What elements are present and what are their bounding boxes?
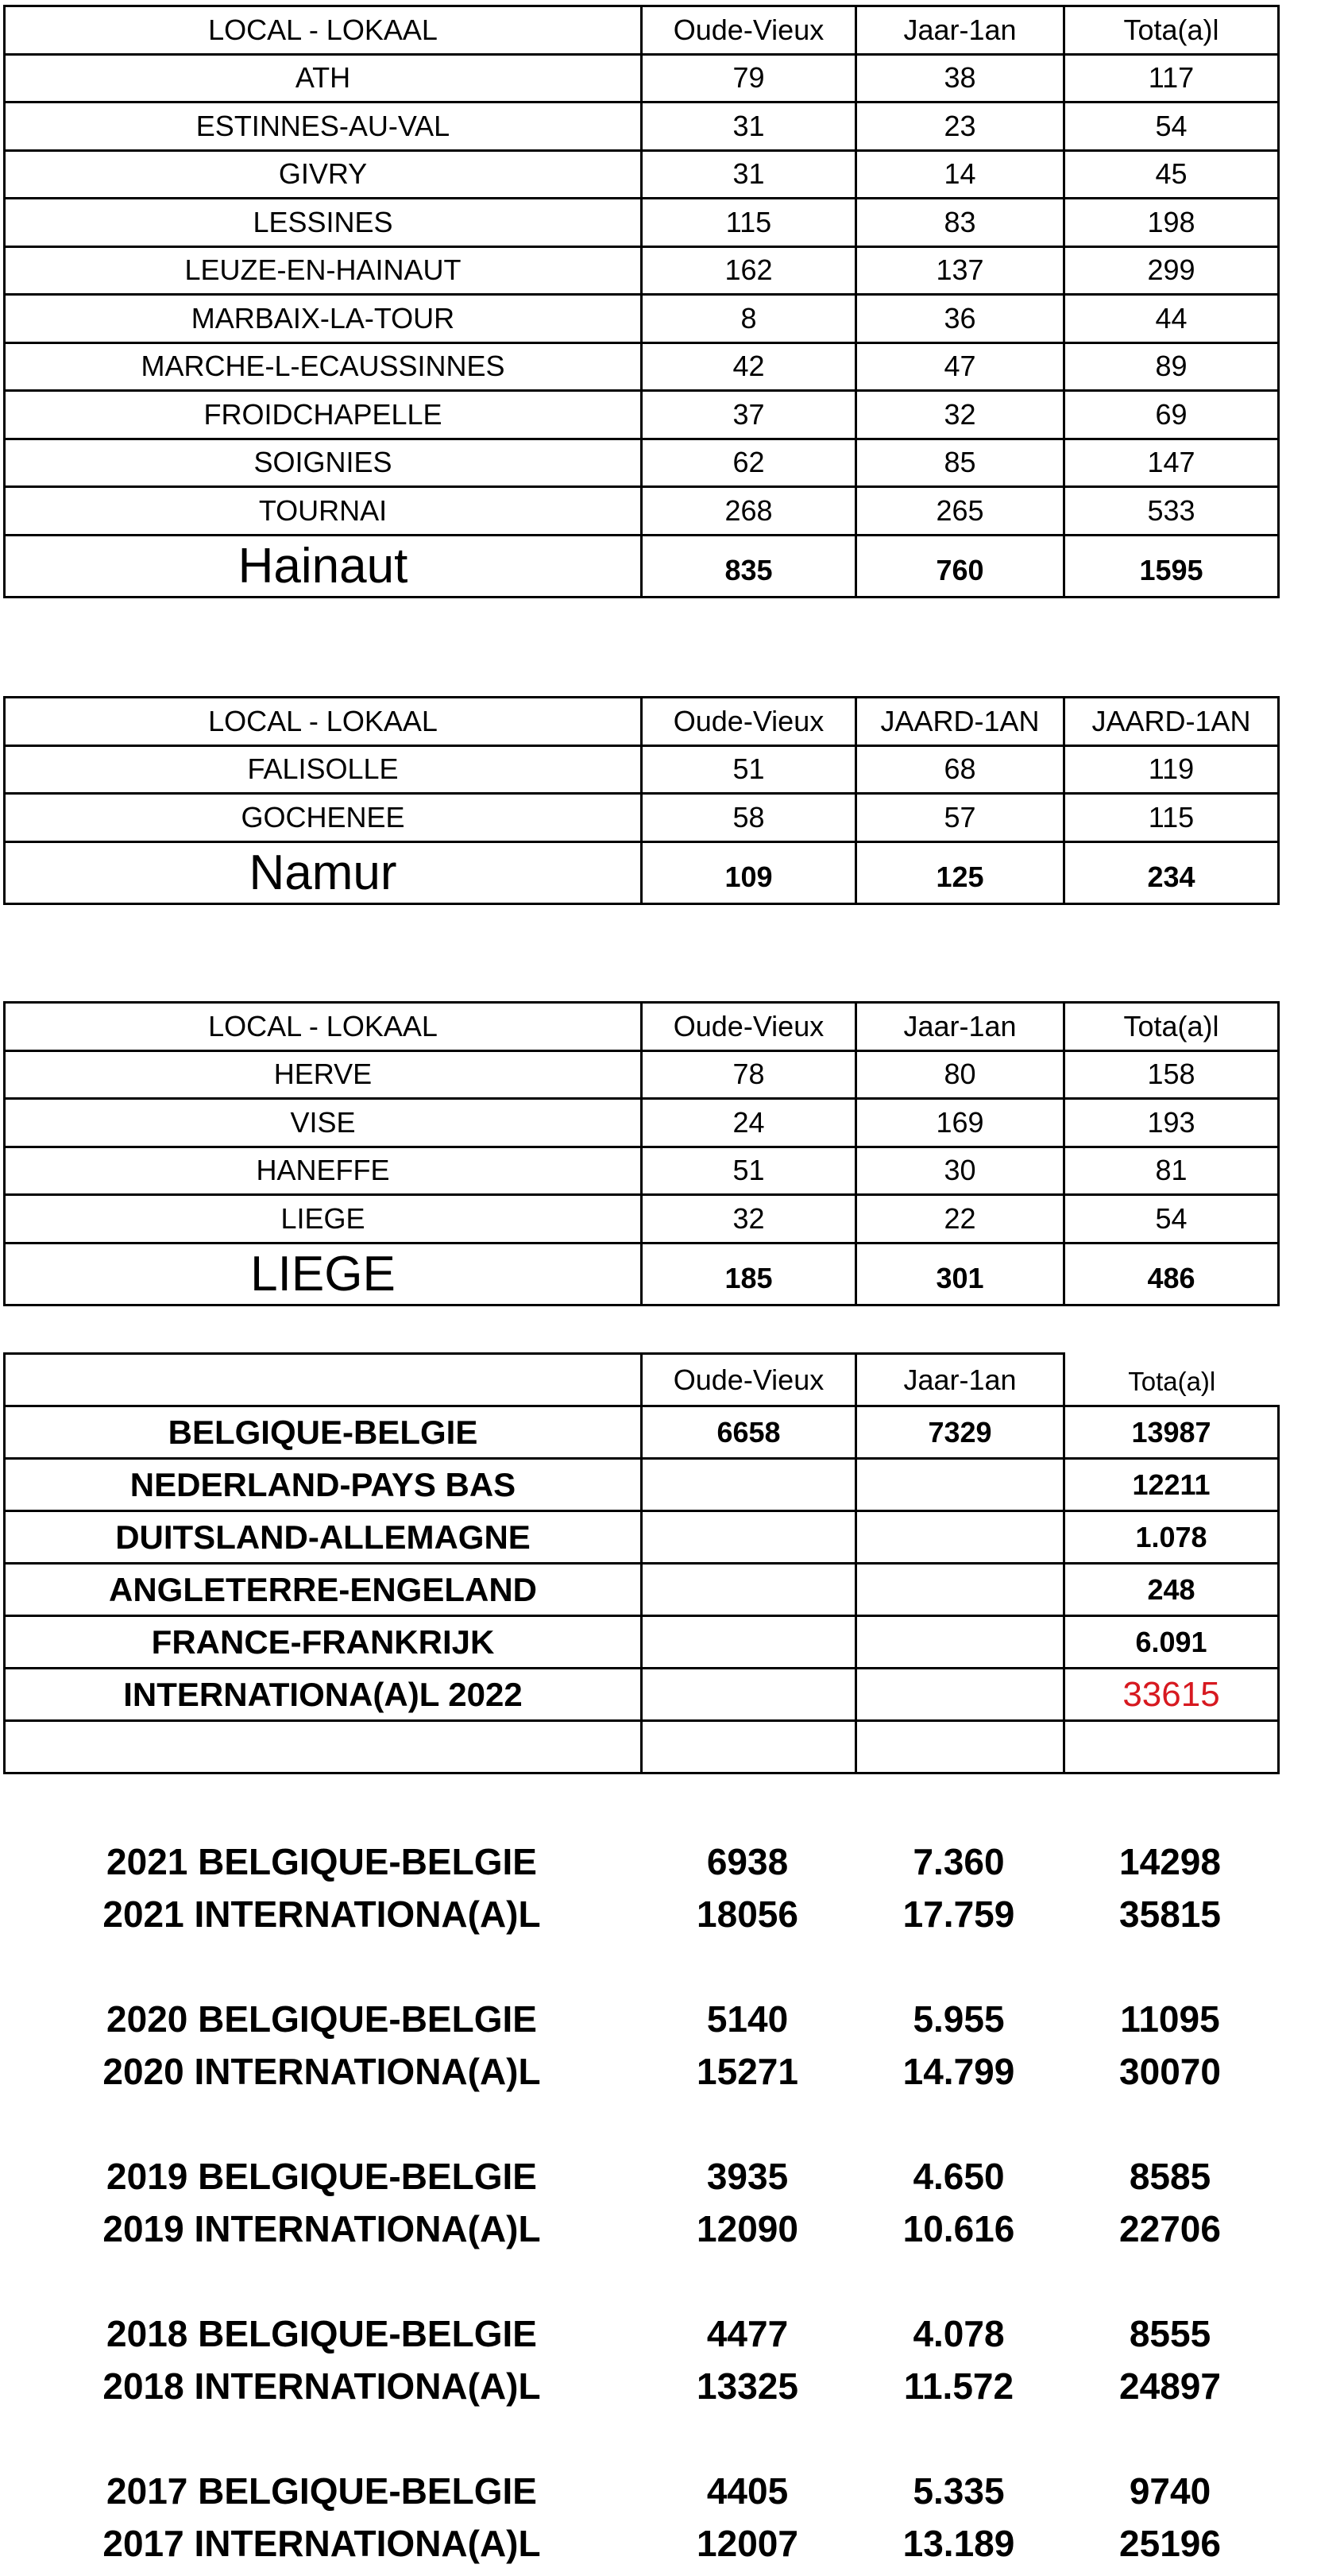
table-row xyxy=(5,150,1279,199)
table-row xyxy=(5,1195,1279,1244)
header-jaar-1an: Jaar-1an xyxy=(856,6,1064,55)
cell-total: 193 xyxy=(1064,1099,1279,1147)
cell-country: NEDERLAND-PAYS BAS xyxy=(5,1459,642,1511)
header-total: Tota(a)l xyxy=(1064,1003,1279,1051)
total-jaar: 760 xyxy=(856,535,1064,597)
cell-total: 533 xyxy=(1064,487,1279,536)
history-total: 25196 xyxy=(1119,2523,1221,2564)
table-header-row xyxy=(5,698,1279,746)
cell-total: 248 xyxy=(1064,1564,1279,1616)
cell-total: 54 xyxy=(1064,1195,1279,1244)
cell-oude: 8 xyxy=(642,295,856,343)
table-row xyxy=(5,1564,1279,1616)
cell-jaar: 23 xyxy=(856,102,1064,151)
history-total: 24897 xyxy=(1119,2365,1221,2407)
table-row xyxy=(5,1099,1279,1147)
cell-oude: 24 xyxy=(642,1099,856,1147)
history-label: 2020 BELGIQUE-BELGIE xyxy=(106,1998,537,2040)
cell-total: 117 xyxy=(1064,54,1279,102)
history-jaar: 5.335 xyxy=(913,2470,1005,2512)
total-jaar: 125 xyxy=(856,841,1064,903)
header-total: Tota(a)l xyxy=(1064,6,1279,55)
cell-local: GOCHENEE xyxy=(5,794,642,842)
cell-jaar xyxy=(856,1616,1064,1669)
table-header-row xyxy=(5,6,1279,55)
cell-total: 13987 xyxy=(1064,1406,1279,1459)
table-header-row xyxy=(5,1003,1279,1051)
cell-country: BELGIQUE-BELGIE xyxy=(5,1406,642,1459)
spacer-row xyxy=(3,1940,1277,1993)
cell-total: 299 xyxy=(1064,246,1279,295)
cell-total: 119 xyxy=(1064,745,1279,794)
cell-total: 54 xyxy=(1064,102,1279,151)
history-row xyxy=(3,2150,1277,2203)
history-jaar: 10.616 xyxy=(902,2208,1015,2249)
header-oude-vieux: Oude-Vieux xyxy=(642,698,856,746)
cell-oude xyxy=(642,1511,856,1564)
cell-oude: 32 xyxy=(642,1195,856,1244)
cell-total: 45 xyxy=(1064,150,1279,199)
cell-jaar: 57 xyxy=(856,794,1064,842)
cell-oude xyxy=(642,1459,856,1511)
header-total: Tota(a)l xyxy=(1064,1354,1279,1406)
cell-jaar: 83 xyxy=(856,199,1064,247)
history-total: 11095 xyxy=(1120,1998,1220,2040)
history-oude: 5140 xyxy=(706,1998,789,2040)
cell-country: FRANCE-FRANKRIJK xyxy=(5,1616,642,1669)
table-row xyxy=(5,246,1279,295)
region-name: Hainaut xyxy=(5,535,642,597)
cell-total: 198 xyxy=(1064,199,1279,247)
header-oude-vieux: Oude-Vieux xyxy=(642,1003,856,1051)
cell-local: LESSINES xyxy=(5,199,642,247)
region-name: LIEGE xyxy=(5,1243,642,1305)
cell-oude xyxy=(642,1616,856,1669)
cell-oude: 51 xyxy=(642,745,856,794)
history-total: 9740 xyxy=(1129,2470,1211,2512)
cell-country: DUITSLAND-ALLEMAGNE xyxy=(5,1511,642,1564)
header-jaar-1an: Jaar-1an xyxy=(856,1354,1064,1406)
cell-total: 44 xyxy=(1064,295,1279,343)
region-total-row xyxy=(5,535,1279,597)
cell-jaar: 7329 xyxy=(856,1406,1064,1459)
cell-oude: 31 xyxy=(642,150,856,199)
history-table xyxy=(3,1835,1277,2570)
table-row xyxy=(5,794,1279,842)
history-jaar: 7.360 xyxy=(913,1841,1005,1882)
cell-jaar xyxy=(856,1459,1064,1511)
spacer-row xyxy=(3,2255,1277,2307)
cell-oude: 79 xyxy=(642,54,856,102)
cell-total: 69 xyxy=(1064,391,1279,439)
history-oude: 18056 xyxy=(697,1893,798,1935)
header-local: LOCAL - LOKAAL xyxy=(5,6,642,55)
header-jaar-1an: JAARD-1AN xyxy=(856,698,1064,746)
cell-oude: 31 xyxy=(642,102,856,151)
header-local: LOCAL - LOKAAL xyxy=(5,698,642,746)
cell-oude: 162 xyxy=(642,246,856,295)
history-jaar: 5.955 xyxy=(913,1998,1005,2040)
cell-jaar: 32 xyxy=(856,391,1064,439)
region-name: Namur xyxy=(5,841,642,903)
history-row xyxy=(3,1888,1277,1940)
cell-local: GIVRY xyxy=(5,150,642,199)
cell-local: TOURNAI xyxy=(5,487,642,536)
international-total: 33615 xyxy=(1064,1669,1279,1721)
namur-table xyxy=(3,696,1280,905)
cell-jaar: 85 xyxy=(856,439,1064,487)
table-row xyxy=(5,439,1279,487)
table-row xyxy=(5,342,1279,391)
history-jaar: 4.650 xyxy=(913,2156,1005,2197)
header-oude-vieux: Oude-Vieux xyxy=(642,6,856,55)
history-row xyxy=(3,1993,1277,2045)
cell-empty xyxy=(1064,1721,1279,1773)
table-row xyxy=(5,487,1279,536)
history-row xyxy=(3,2307,1277,2360)
cell-oude: 6658 xyxy=(642,1406,856,1459)
cell-jaar: 38 xyxy=(856,54,1064,102)
total-total: 1595 xyxy=(1064,535,1279,597)
cell-oude: 62 xyxy=(642,439,856,487)
cell-country: ANGLETERRE-ENGELAND xyxy=(5,1564,642,1616)
cell-local: LIEGE xyxy=(5,1195,642,1244)
history-row xyxy=(3,2517,1277,2570)
total-oude: 109 xyxy=(642,841,856,903)
history-jaar: 14.799 xyxy=(902,2051,1015,2092)
total-jaar: 301 xyxy=(856,1243,1064,1305)
table-row xyxy=(5,391,1279,439)
header-oude-vieux: Oude-Vieux xyxy=(642,1354,856,1406)
table-row xyxy=(5,1147,1279,1195)
history-oude: 12007 xyxy=(697,2523,798,2564)
cell-local: LEUZE-EN-HAINAUT xyxy=(5,246,642,295)
cell-oude: 115 xyxy=(642,199,856,247)
history-oude: 4405 xyxy=(706,2470,789,2512)
table-row xyxy=(5,295,1279,343)
table-row xyxy=(5,1616,1279,1669)
history-total: 8585 xyxy=(1129,2156,1211,2197)
table-row xyxy=(5,1050,1279,1099)
cell-oude: 268 xyxy=(642,487,856,536)
history-label: 2019 BELGIQUE-BELGIE xyxy=(106,2156,537,2197)
total-oude: 185 xyxy=(642,1243,856,1305)
history-oude: 13325 xyxy=(697,2365,798,2407)
cell-country: INTERNATIONA(A)L 2022 xyxy=(5,1669,642,1721)
history-jaar: 4.078 xyxy=(913,2313,1005,2354)
cell-local: SOIGNIES xyxy=(5,439,642,487)
cell-jaar xyxy=(856,1511,1064,1564)
history-row xyxy=(3,2465,1277,2517)
history-oude: 15271 xyxy=(697,2051,798,2092)
history-oude: 6938 xyxy=(706,1841,789,1882)
history-row xyxy=(3,2360,1277,2412)
history-total: 22706 xyxy=(1119,2208,1221,2249)
table-row xyxy=(5,1511,1279,1564)
cell-local: MARBAIX-LA-TOUR xyxy=(5,295,642,343)
cell-empty xyxy=(5,1721,642,1773)
cell-local: ESTINNES-AU-VAL xyxy=(5,102,642,151)
history-jaar: 13.189 xyxy=(902,2523,1015,2564)
history-row xyxy=(3,2203,1277,2255)
total-total: 486 xyxy=(1064,1243,1279,1305)
history-label: 2017 INTERNATIONA(A)L xyxy=(102,2523,541,2564)
spacer-row xyxy=(3,2098,1277,2150)
cell-total: 147 xyxy=(1064,439,1279,487)
history-total: 35815 xyxy=(1119,1893,1221,1935)
cell-jaar: 169 xyxy=(856,1099,1064,1147)
cell-jaar: 47 xyxy=(856,342,1064,391)
table-row xyxy=(5,199,1279,247)
cell-jaar: 80 xyxy=(856,1050,1064,1099)
cell-oude xyxy=(642,1564,856,1616)
history-total: 8555 xyxy=(1129,2313,1211,2354)
cell-jaar: 22 xyxy=(856,1195,1064,1244)
cell-oude: 37 xyxy=(642,391,856,439)
region-total-row xyxy=(5,841,1279,903)
cell-empty xyxy=(856,1721,1064,1773)
cell-jaar: 30 xyxy=(856,1147,1064,1195)
cell-total: 12211 xyxy=(1064,1459,1279,1511)
cell-local: VISE xyxy=(5,1099,642,1147)
total-oude: 835 xyxy=(642,535,856,597)
history-oude: 4477 xyxy=(706,2313,789,2354)
cell-oude: 42 xyxy=(642,342,856,391)
cell-total: 158 xyxy=(1064,1050,1279,1099)
header-jaar-1an: Jaar-1an xyxy=(856,1003,1064,1051)
header-empty xyxy=(5,1354,642,1406)
history-row xyxy=(3,2045,1277,2098)
cell-local: FROIDCHAPELLE xyxy=(5,391,642,439)
cell-oude xyxy=(642,1669,856,1721)
history-jaar: 11.572 xyxy=(903,2365,1014,2407)
history-label: 2020 INTERNATIONA(A)L xyxy=(102,2051,541,2092)
region-total-row xyxy=(5,1243,1279,1305)
cell-oude: 51 xyxy=(642,1147,856,1195)
header-local: LOCAL - LOKAAL xyxy=(5,1003,642,1051)
history-row xyxy=(3,1835,1277,1888)
hainaut-table xyxy=(3,5,1280,598)
table-row xyxy=(5,1669,1279,1721)
empty-row xyxy=(5,1721,1279,1773)
cell-total: 1.078 xyxy=(1064,1511,1279,1564)
cell-jaar: 68 xyxy=(856,745,1064,794)
cell-jaar: 14 xyxy=(856,150,1064,199)
cell-local: MARCHE-L-ECAUSSINNES xyxy=(5,342,642,391)
cell-local: HANEFFE xyxy=(5,1147,642,1195)
cell-local: HERVE xyxy=(5,1050,642,1099)
table-row xyxy=(5,1406,1279,1459)
table-header-row xyxy=(5,1354,1279,1406)
history-label: 2018 INTERNATIONA(A)L xyxy=(102,2365,541,2407)
history-label: 2019 INTERNATIONA(A)L xyxy=(102,2208,541,2249)
table-row xyxy=(5,1459,1279,1511)
cell-empty xyxy=(642,1721,856,1773)
history-label: 2017 BELGIQUE-BELGIE xyxy=(106,2470,537,2512)
spacer-row xyxy=(3,2412,1277,2465)
cell-oude: 58 xyxy=(642,794,856,842)
history-label: 2021 INTERNATIONA(A)L xyxy=(102,1893,541,1935)
history-oude: 12090 xyxy=(697,2208,798,2249)
cell-total: 89 xyxy=(1064,342,1279,391)
cell-jaar: 36 xyxy=(856,295,1064,343)
history-label: 2018 BELGIQUE-BELGIE xyxy=(106,2313,537,2354)
country-summary-table xyxy=(3,1352,1280,1774)
cell-total: 81 xyxy=(1064,1147,1279,1195)
cell-jaar xyxy=(856,1564,1064,1616)
cell-local: FALISOLLE xyxy=(5,745,642,794)
history-total: 14298 xyxy=(1119,1841,1221,1882)
cell-jaar: 265 xyxy=(856,487,1064,536)
total-total: 234 xyxy=(1064,841,1279,903)
cell-oude: 78 xyxy=(642,1050,856,1099)
header-total: JAARD-1AN xyxy=(1064,698,1279,746)
history-oude: 3935 xyxy=(706,2156,789,2197)
table-row xyxy=(5,54,1279,102)
cell-jaar: 137 xyxy=(856,246,1064,295)
liege-table xyxy=(3,1001,1280,1306)
table-row xyxy=(5,745,1279,794)
cell-jaar xyxy=(856,1669,1064,1721)
cell-total: 115 xyxy=(1064,794,1279,842)
history-label: 2021 BELGIQUE-BELGIE xyxy=(106,1841,537,1882)
cell-total: 6.091 xyxy=(1064,1616,1279,1669)
history-total: 30070 xyxy=(1119,2051,1221,2092)
cell-local: ATH xyxy=(5,54,642,102)
table-row xyxy=(5,102,1279,151)
history-jaar: 17.759 xyxy=(902,1893,1015,1935)
